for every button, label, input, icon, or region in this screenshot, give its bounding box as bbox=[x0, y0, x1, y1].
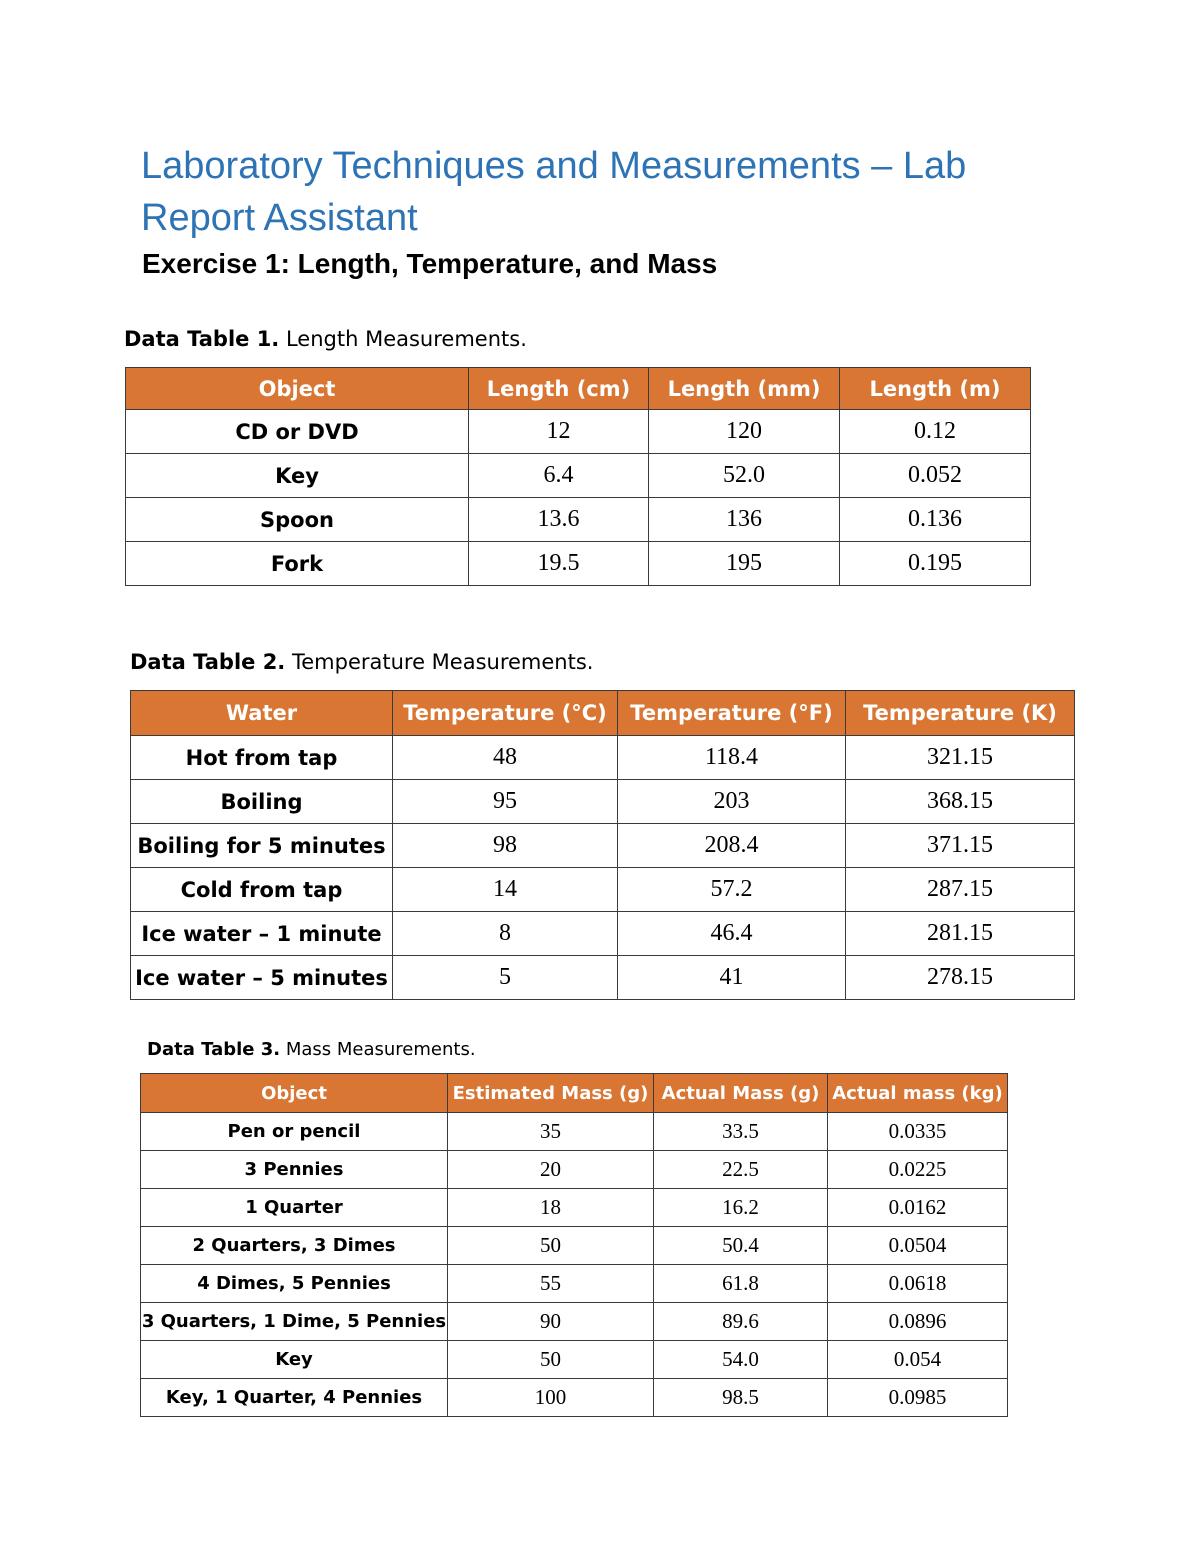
value-cell: 98 bbox=[393, 824, 618, 868]
column-header: Estimated Mass (g) bbox=[448, 1074, 654, 1113]
table-row bbox=[141, 1379, 1008, 1417]
row-label-cell: Boiling bbox=[131, 780, 393, 824]
column-header: Temperature (°C) bbox=[393, 691, 618, 736]
table-row bbox=[141, 1189, 1008, 1227]
value-cell: 50 bbox=[448, 1227, 654, 1265]
value-cell: 5 bbox=[393, 956, 618, 1000]
temperature-table bbox=[130, 690, 1075, 1000]
table2-caption bbox=[130, 650, 593, 674]
value-cell: 35 bbox=[448, 1113, 654, 1151]
row-label-cell: CD or DVD bbox=[126, 410, 469, 454]
table2-caption-text: Temperature Measurements. bbox=[285, 650, 594, 674]
value-cell: 41 bbox=[618, 956, 846, 1000]
value-cell: 13.6 bbox=[469, 498, 649, 542]
column-header: Length (cm) bbox=[469, 368, 649, 410]
value-cell: 118.4 bbox=[618, 736, 846, 780]
table-row bbox=[141, 1341, 1008, 1379]
table-body bbox=[141, 1113, 1008, 1417]
row-label-cell: Key bbox=[141, 1341, 448, 1379]
value-cell: 136 bbox=[649, 498, 840, 542]
table-row bbox=[141, 1227, 1008, 1265]
value-cell: 195 bbox=[649, 542, 840, 586]
value-cell: 278.15 bbox=[846, 956, 1075, 1000]
table-header-row bbox=[131, 691, 1075, 736]
value-cell: 20 bbox=[448, 1151, 654, 1189]
value-cell: 95 bbox=[393, 780, 618, 824]
row-label-cell: Key bbox=[126, 454, 469, 498]
value-cell: 98.5 bbox=[654, 1379, 828, 1417]
value-cell: 287.15 bbox=[846, 868, 1075, 912]
table-row bbox=[131, 736, 1075, 780]
column-header: Object bbox=[141, 1074, 448, 1113]
value-cell: 22.5 bbox=[654, 1151, 828, 1189]
row-label-cell: 4 Dimes, 5 Pennies bbox=[141, 1265, 448, 1303]
value-cell: 48 bbox=[393, 736, 618, 780]
value-cell: 6.4 bbox=[469, 454, 649, 498]
table-row bbox=[141, 1265, 1008, 1303]
exercise-heading: Exercise 1: Length, Temperature, and Mass bbox=[142, 248, 718, 279]
table-row bbox=[131, 868, 1075, 912]
row-label-cell: 3 Pennies bbox=[141, 1151, 448, 1189]
value-cell: 281.15 bbox=[846, 912, 1075, 956]
value-cell: 0.195 bbox=[840, 542, 1031, 586]
value-cell: 0.054 bbox=[828, 1341, 1008, 1379]
value-cell: 208.4 bbox=[618, 824, 846, 868]
value-cell: 57.2 bbox=[618, 868, 846, 912]
value-cell: 100 bbox=[448, 1379, 654, 1417]
value-cell: 33.5 bbox=[654, 1113, 828, 1151]
column-header: Object bbox=[126, 368, 469, 410]
value-cell: 55 bbox=[448, 1265, 654, 1303]
row-label-cell: Cold from tap bbox=[131, 868, 393, 912]
value-cell: 371.15 bbox=[846, 824, 1075, 868]
row-label-cell: 2 Quarters, 3 Dimes bbox=[141, 1227, 448, 1265]
table-row bbox=[131, 780, 1075, 824]
value-cell: 54.0 bbox=[654, 1341, 828, 1379]
mass-table bbox=[140, 1073, 1008, 1417]
value-cell: 50 bbox=[448, 1341, 654, 1379]
value-cell: 0.12 bbox=[840, 410, 1031, 454]
value-cell: 0.136 bbox=[840, 498, 1031, 542]
table-row bbox=[141, 1113, 1008, 1151]
table3-caption-label: Data Table 3. bbox=[147, 1039, 281, 1060]
value-cell: 0.0225 bbox=[828, 1151, 1008, 1189]
row-label-cell: 1 Quarter bbox=[141, 1189, 448, 1227]
row-label-cell: Fork bbox=[126, 542, 469, 586]
value-cell: 12 bbox=[469, 410, 649, 454]
value-cell: 61.8 bbox=[654, 1265, 828, 1303]
value-cell: 16.2 bbox=[654, 1189, 828, 1227]
table3-caption-text: Mass Measurements. bbox=[280, 1039, 476, 1060]
value-cell: 0.0896 bbox=[828, 1303, 1008, 1341]
table1-caption-text: Length Measurements. bbox=[279, 327, 527, 351]
row-label-cell: Ice water – 5 minutes bbox=[131, 956, 393, 1000]
table-header-row bbox=[141, 1074, 1008, 1113]
table-row bbox=[126, 410, 1031, 454]
table2-caption-label: Data Table 2. bbox=[130, 650, 286, 674]
column-header: Length (m) bbox=[840, 368, 1031, 410]
column-header: Actual Mass (g) bbox=[654, 1074, 828, 1113]
table-row bbox=[126, 542, 1031, 586]
table-row bbox=[126, 498, 1031, 542]
value-cell: 18 bbox=[448, 1189, 654, 1227]
value-cell: 14 bbox=[393, 868, 618, 912]
value-cell: 120 bbox=[649, 410, 840, 454]
row-label-cell: Boiling for 5 minutes bbox=[131, 824, 393, 868]
table1-caption bbox=[124, 327, 527, 351]
value-cell: 0.0618 bbox=[828, 1265, 1008, 1303]
table-body bbox=[131, 736, 1075, 1000]
table3-caption bbox=[147, 1039, 476, 1060]
table-row bbox=[131, 956, 1075, 1000]
row-label-cell: 3 Quarters, 1 Dime, 5 Pennies bbox=[141, 1303, 448, 1341]
table-row bbox=[126, 454, 1031, 498]
row-label-cell: Ice water – 1 minute bbox=[131, 912, 393, 956]
value-cell: 90 bbox=[448, 1303, 654, 1341]
column-header: Actual mass (kg) bbox=[828, 1074, 1008, 1113]
value-cell: 203 bbox=[618, 780, 846, 824]
table-body bbox=[126, 410, 1031, 586]
value-cell: 8 bbox=[393, 912, 618, 956]
value-cell: 368.15 bbox=[846, 780, 1075, 824]
value-cell: 52.0 bbox=[649, 454, 840, 498]
document-title: Laboratory Techniques and Measurements – Lab Report Assistant bbox=[141, 145, 967, 239]
table-row bbox=[141, 1303, 1008, 1341]
table-row bbox=[141, 1151, 1008, 1189]
column-header: Water bbox=[131, 691, 393, 736]
value-cell: 50.4 bbox=[654, 1227, 828, 1265]
row-label-cell: Hot from tap bbox=[131, 736, 393, 780]
value-cell: 0.0504 bbox=[828, 1227, 1008, 1265]
column-header: Length (mm) bbox=[649, 368, 840, 410]
row-label-cell: Spoon bbox=[126, 498, 469, 542]
value-cell: 0.0335 bbox=[828, 1113, 1008, 1151]
table-header-row bbox=[126, 368, 1031, 410]
value-cell: 89.6 bbox=[654, 1303, 828, 1341]
value-cell: 0.0162 bbox=[828, 1189, 1008, 1227]
table-row bbox=[131, 824, 1075, 868]
table-row bbox=[131, 912, 1075, 956]
row-label-cell: Pen or pencil bbox=[141, 1113, 448, 1151]
column-header: Temperature (°F) bbox=[618, 691, 846, 736]
value-cell: 46.4 bbox=[618, 912, 846, 956]
value-cell: 19.5 bbox=[469, 542, 649, 586]
table1-caption-label: Data Table 1. bbox=[124, 327, 280, 351]
length-table bbox=[125, 367, 1031, 586]
column-header: Temperature (K) bbox=[846, 691, 1075, 736]
value-cell: 0.0985 bbox=[828, 1379, 1008, 1417]
value-cell: 321.15 bbox=[846, 736, 1075, 780]
value-cell: 0.052 bbox=[840, 454, 1031, 498]
row-label-cell: Key, 1 Quarter, 4 Pennies bbox=[141, 1379, 448, 1417]
